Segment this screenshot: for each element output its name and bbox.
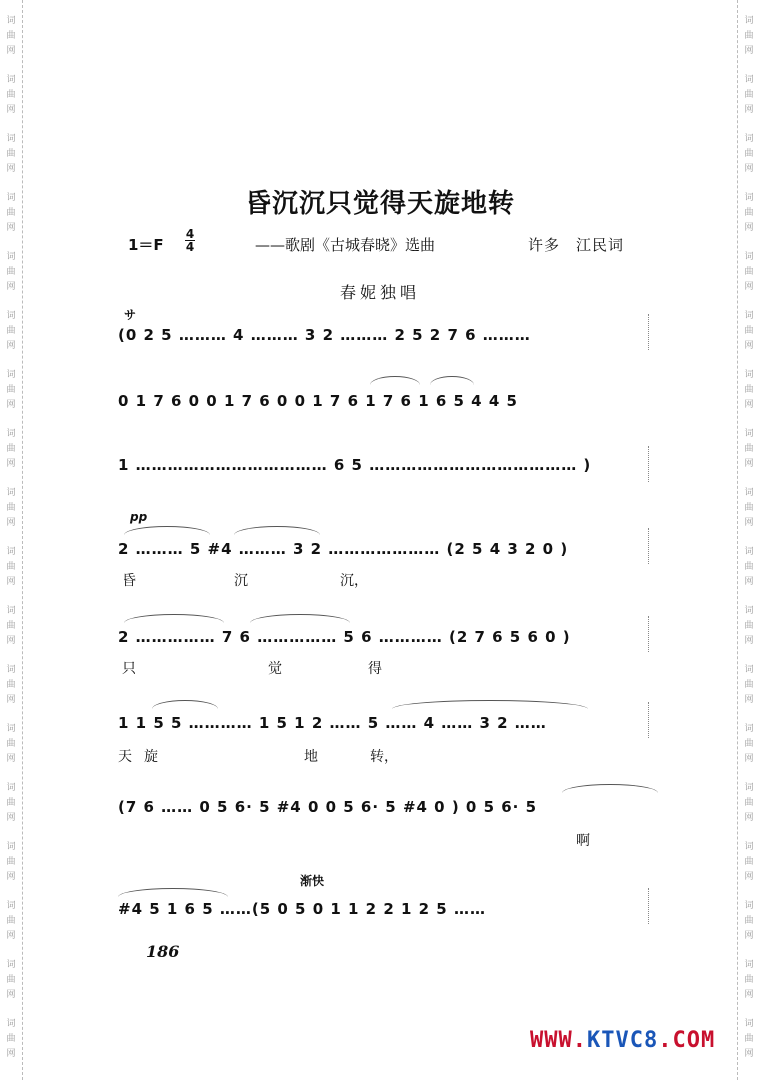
watermark-text: 词曲网: [744, 1019, 754, 1059]
barline: [648, 702, 649, 738]
slur: [430, 376, 474, 385]
slur: [392, 700, 588, 709]
tempo-change-mark: 渐快: [300, 874, 325, 888]
notation-line-1: (0 2 5 ……… 4 ……… 3 2 ……… 2 5 2 7 6 ………: [118, 326, 531, 344]
watermark-text: 词曲网: [6, 1019, 16, 1059]
watermark-text: 词曲网: [744, 842, 754, 882]
watermark-text: 词曲网: [6, 960, 16, 1000]
slur: [118, 888, 228, 897]
meter-top: 4: [185, 227, 195, 241]
notation-line-4: 2 ……… 5 #4 ……… 3 2 ………………… (2 5 4 3 2 0 ): [118, 540, 569, 558]
watermark-text: 词曲网: [744, 193, 754, 233]
lyric: 得: [368, 661, 382, 677]
watermark-text: 词曲网: [744, 960, 754, 1000]
watermark-text: 词曲网: [6, 724, 16, 764]
notation-line-6: 1 1 5 5 ………… 1 5 1 2 …… 5 …… 4 …… 3 2 ……: [118, 714, 547, 732]
watermark-text: 词曲网: [744, 488, 754, 528]
notation-line-8: #4 5 1 6 5 ……(5 0 5 0 1 1 2 2 1 2 5 ……: [118, 900, 486, 918]
time-signature: [185, 228, 195, 253]
barline: [648, 314, 649, 350]
barline: [648, 888, 649, 924]
lyric: 沉，: [340, 573, 368, 589]
watermark-text: 词曲网: [6, 429, 16, 469]
watermark-text: 词曲网: [6, 842, 16, 882]
watermark-text: 词曲网: [744, 547, 754, 587]
lyric: 啊: [576, 833, 590, 849]
watermark-text: 词曲网: [6, 547, 16, 587]
slur: [234, 526, 320, 535]
watermark-text: 词曲网: [6, 75, 16, 115]
lyric-line-4: [118, 830, 638, 852]
watermark-text: 词曲网: [744, 370, 754, 410]
watermark-text: 词曲网: [744, 252, 754, 292]
slur: [124, 614, 224, 623]
lyric: 觉: [268, 661, 282, 677]
lyric: 只: [122, 661, 136, 677]
lyric: 地: [304, 749, 318, 765]
watermark-text: 词曲网: [744, 783, 754, 823]
notation-line-2: 0 1 7 6 0 0 1 7 6 0 0 1 7 6 1 7 6 1 6 5 4 4 5: [118, 392, 518, 410]
watermark-text: 词曲网: [744, 311, 754, 351]
song-title: 昏沉沉只觉得天旋地转: [244, 189, 515, 219]
slur: [250, 614, 350, 623]
watermark-text: 词曲网: [6, 488, 16, 528]
watermark-text: 词曲网: [6, 901, 16, 941]
watermark-text: 词曲网: [744, 606, 754, 646]
lyric-line-1: [118, 570, 638, 592]
lyric: 沉: [234, 573, 248, 589]
right-watermark-column: [737, 0, 760, 1080]
free-tempo-mark: サ: [124, 308, 137, 322]
watermark-text: 词曲网: [6, 252, 16, 292]
slur: [152, 700, 218, 709]
watermark-text: 词曲网: [744, 134, 754, 174]
watermark-text: 词曲网: [6, 370, 16, 410]
watermark-text: 词曲网: [6, 783, 16, 823]
slur: [370, 376, 420, 385]
lyricists: 许多 江民词: [528, 236, 625, 254]
dynamics-mark: pp: [130, 510, 148, 524]
slur: [562, 784, 658, 793]
lyric-line-3: [118, 746, 638, 768]
watermark-text: 词曲网: [744, 665, 754, 705]
watermark-text: 词曲网: [6, 16, 16, 56]
barline: [648, 446, 649, 482]
watermark-text: 词曲网: [744, 75, 754, 115]
watermark-text: 词曲网: [6, 311, 16, 351]
watermark-text: 词曲网: [6, 193, 16, 233]
notation-line-7: (7 6 …… 0 5 6· 5 #4 0 0 5 6· 5 #4 0 ) 0 5 6· 5: [118, 798, 538, 816]
performer: 春妮独唱: [339, 283, 420, 302]
slur: [124, 526, 210, 535]
watermark-text: 词曲网: [6, 665, 16, 705]
notation-line-5: 2 …………… 7 6 …………… 5 6 ………… (2 7 6 5 6 0 ): [118, 628, 571, 646]
barline: [648, 616, 649, 652]
lyric-line-2: [118, 658, 638, 680]
left-watermark-column: [0, 0, 23, 1080]
lyric: 天: [118, 749, 132, 765]
watermark-text: 词曲网: [744, 16, 754, 56]
lyric: 昏: [122, 573, 136, 589]
notation-line-3: 1 ……………………………… 6 5 ………………………………… ): [118, 456, 592, 474]
watermark-text: 词曲网: [744, 724, 754, 764]
watermark-text: 词曲网: [6, 134, 16, 174]
watermark-text: 词曲网: [6, 606, 16, 646]
watermark-text: 词曲网: [744, 901, 754, 941]
key-signature: 1＝F: [128, 236, 164, 254]
page-number: 186: [146, 942, 180, 961]
watermark-text: 词曲网: [744, 429, 754, 469]
opera-subtitle: ——歌剧《古城春晓》选曲: [255, 236, 436, 254]
barline: [648, 528, 649, 564]
lyric: 转，: [370, 749, 398, 765]
website-logo: WWW.KTVC8.COM: [530, 1028, 716, 1053]
meter-bottom: 4: [185, 240, 195, 254]
lyric: 旋: [144, 749, 158, 765]
